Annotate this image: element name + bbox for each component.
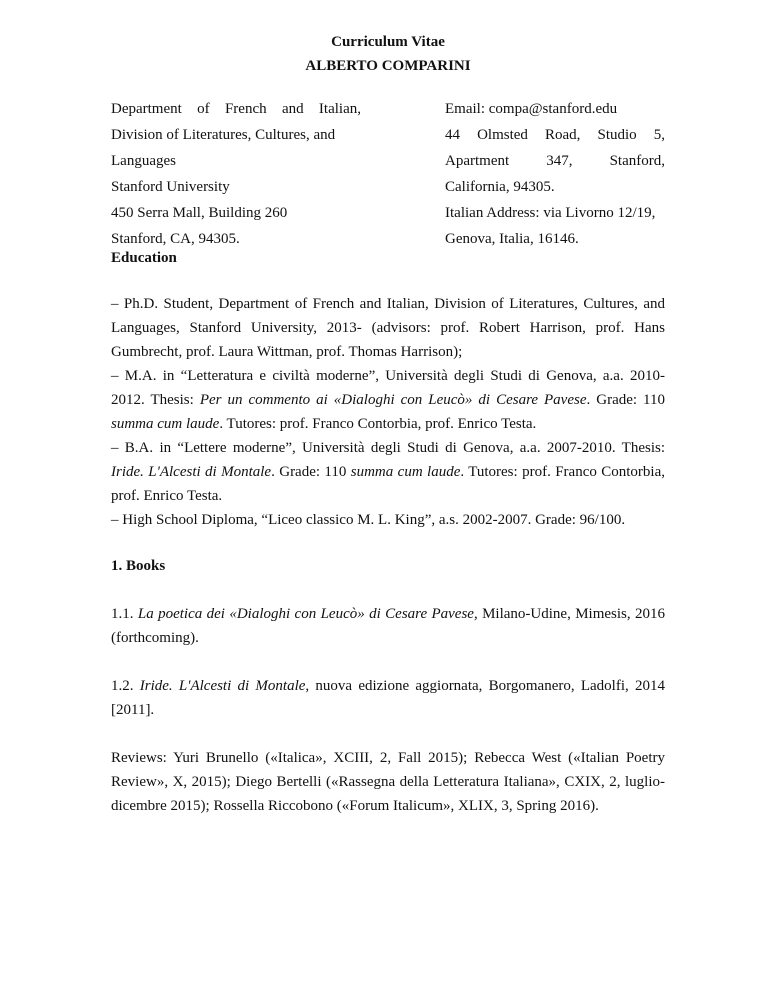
- book-title: La poetica dei «Dialoghi con Leucò» di Cesare Pavese: [137, 606, 474, 622]
- education-item-highschool: – High School Diploma, “Liceo classico M. L. King”, a.s. 2002-2007. Grade: 96/100.: [111, 512, 626, 528]
- personal-address: [445, 96, 665, 252]
- ma-honor: summa cum laude: [111, 416, 220, 432]
- book-reviews: Reviews: Yuri Brunello («Italica», XCIII, 2, Fall 2015); Rebecca West («Italian Poetry Review», X, 2015); Diego Bertelli («Rassegna della Letteratura Italiana», CXIX, 2, luglio-dicembre 2015); Rossella Riccobono («Forum Italicum», XLIX, 3, Spring 2016).: [111, 750, 665, 814]
- book-number: 1.1.: [111, 606, 138, 622]
- address-line: 450 Serra Mall, Building 260: [111, 205, 288, 221]
- education-heading: Education: [111, 250, 177, 266]
- ba-text: – B.A. in “Lettere moderne”, Università degli Studi di Genova, a.a. 2007-2010. Thesis:: [111, 440, 665, 456]
- book-details: , nuova edizione aggiornata, Borgomanero, Ladolfi, 2014 [2011].: [111, 678, 666, 718]
- books-heading: 1. Books: [111, 558, 166, 574]
- ba-text: . Tutores: prof. Franco Contorbia, prof. Enrico Testa.: [111, 464, 665, 504]
- address-line: Genova, Italia, 16146.: [445, 231, 579, 247]
- document-title: Curriculum Vitae: [331, 34, 445, 50]
- ba-text: . Grade: 110: [271, 464, 351, 480]
- address-line: Italian Address: via Livorno 12/19,: [445, 205, 656, 221]
- address-line: Division of Literatures, Cultures, and: [111, 127, 336, 143]
- institution-address: [111, 96, 361, 252]
- education-item-ba: [111, 436, 665, 508]
- address-line: Stanford University: [111, 179, 230, 195]
- ma-text: . Tutores: prof. Franco Contorbia, prof. Enrico Testa.: [219, 416, 537, 432]
- book-number: 1.2.: [111, 678, 140, 694]
- address-line: California, 94305.: [445, 179, 555, 195]
- book-item-2: [111, 674, 665, 722]
- contact-block: [111, 96, 665, 247]
- author-name: ALBERTO COMPARINI: [305, 58, 471, 74]
- education-item-ma: [111, 364, 665, 436]
- cv-content: [111, 30, 665, 818]
- address-line: Department of French and Italian,: [111, 101, 361, 117]
- address-line: Apartment 347, Stanford,: [445, 153, 665, 169]
- ma-text: . Grade: 110: [586, 392, 665, 408]
- book-title: Iride. L'Alcesti di Montale: [139, 678, 306, 694]
- ma-thesis-title: Per un commento ai «Dialoghi con Leucò» di Cesare Pavese: [199, 392, 587, 408]
- education-list: [111, 292, 665, 532]
- book-details: , Milano-Udine, Mimesis, 2016 (forthcoming).: [111, 606, 666, 646]
- address-line: 44 Olmsted Road, Studio 5,: [445, 127, 665, 143]
- ba-honor: summa cum laude: [350, 464, 461, 480]
- address-line: Stanford, CA, 94305.: [111, 231, 240, 247]
- book-item-1: [111, 602, 665, 650]
- address-line: Languages: [111, 153, 176, 169]
- ba-thesis-title: Iride. L'Alcesti di Montale: [111, 464, 272, 480]
- ma-text: – M.A. in “Letteratura e civiltà moderne”, Università degli Studi di Genova, a.a. 2010-2012. Thesis:: [111, 368, 665, 408]
- education-item-phd: – Ph.D. Student, Department of French and Italian, Division of Literatures, Cultures, and Languages, Stanford University, 2013- (advisors: prof. Robert Harrison, prof. Hans Gumbrecht, prof. Laura Wittman, prof. Thomas Harrison);: [111, 296, 665, 360]
- email-line: Email: compa@stanford.edu: [445, 101, 618, 117]
